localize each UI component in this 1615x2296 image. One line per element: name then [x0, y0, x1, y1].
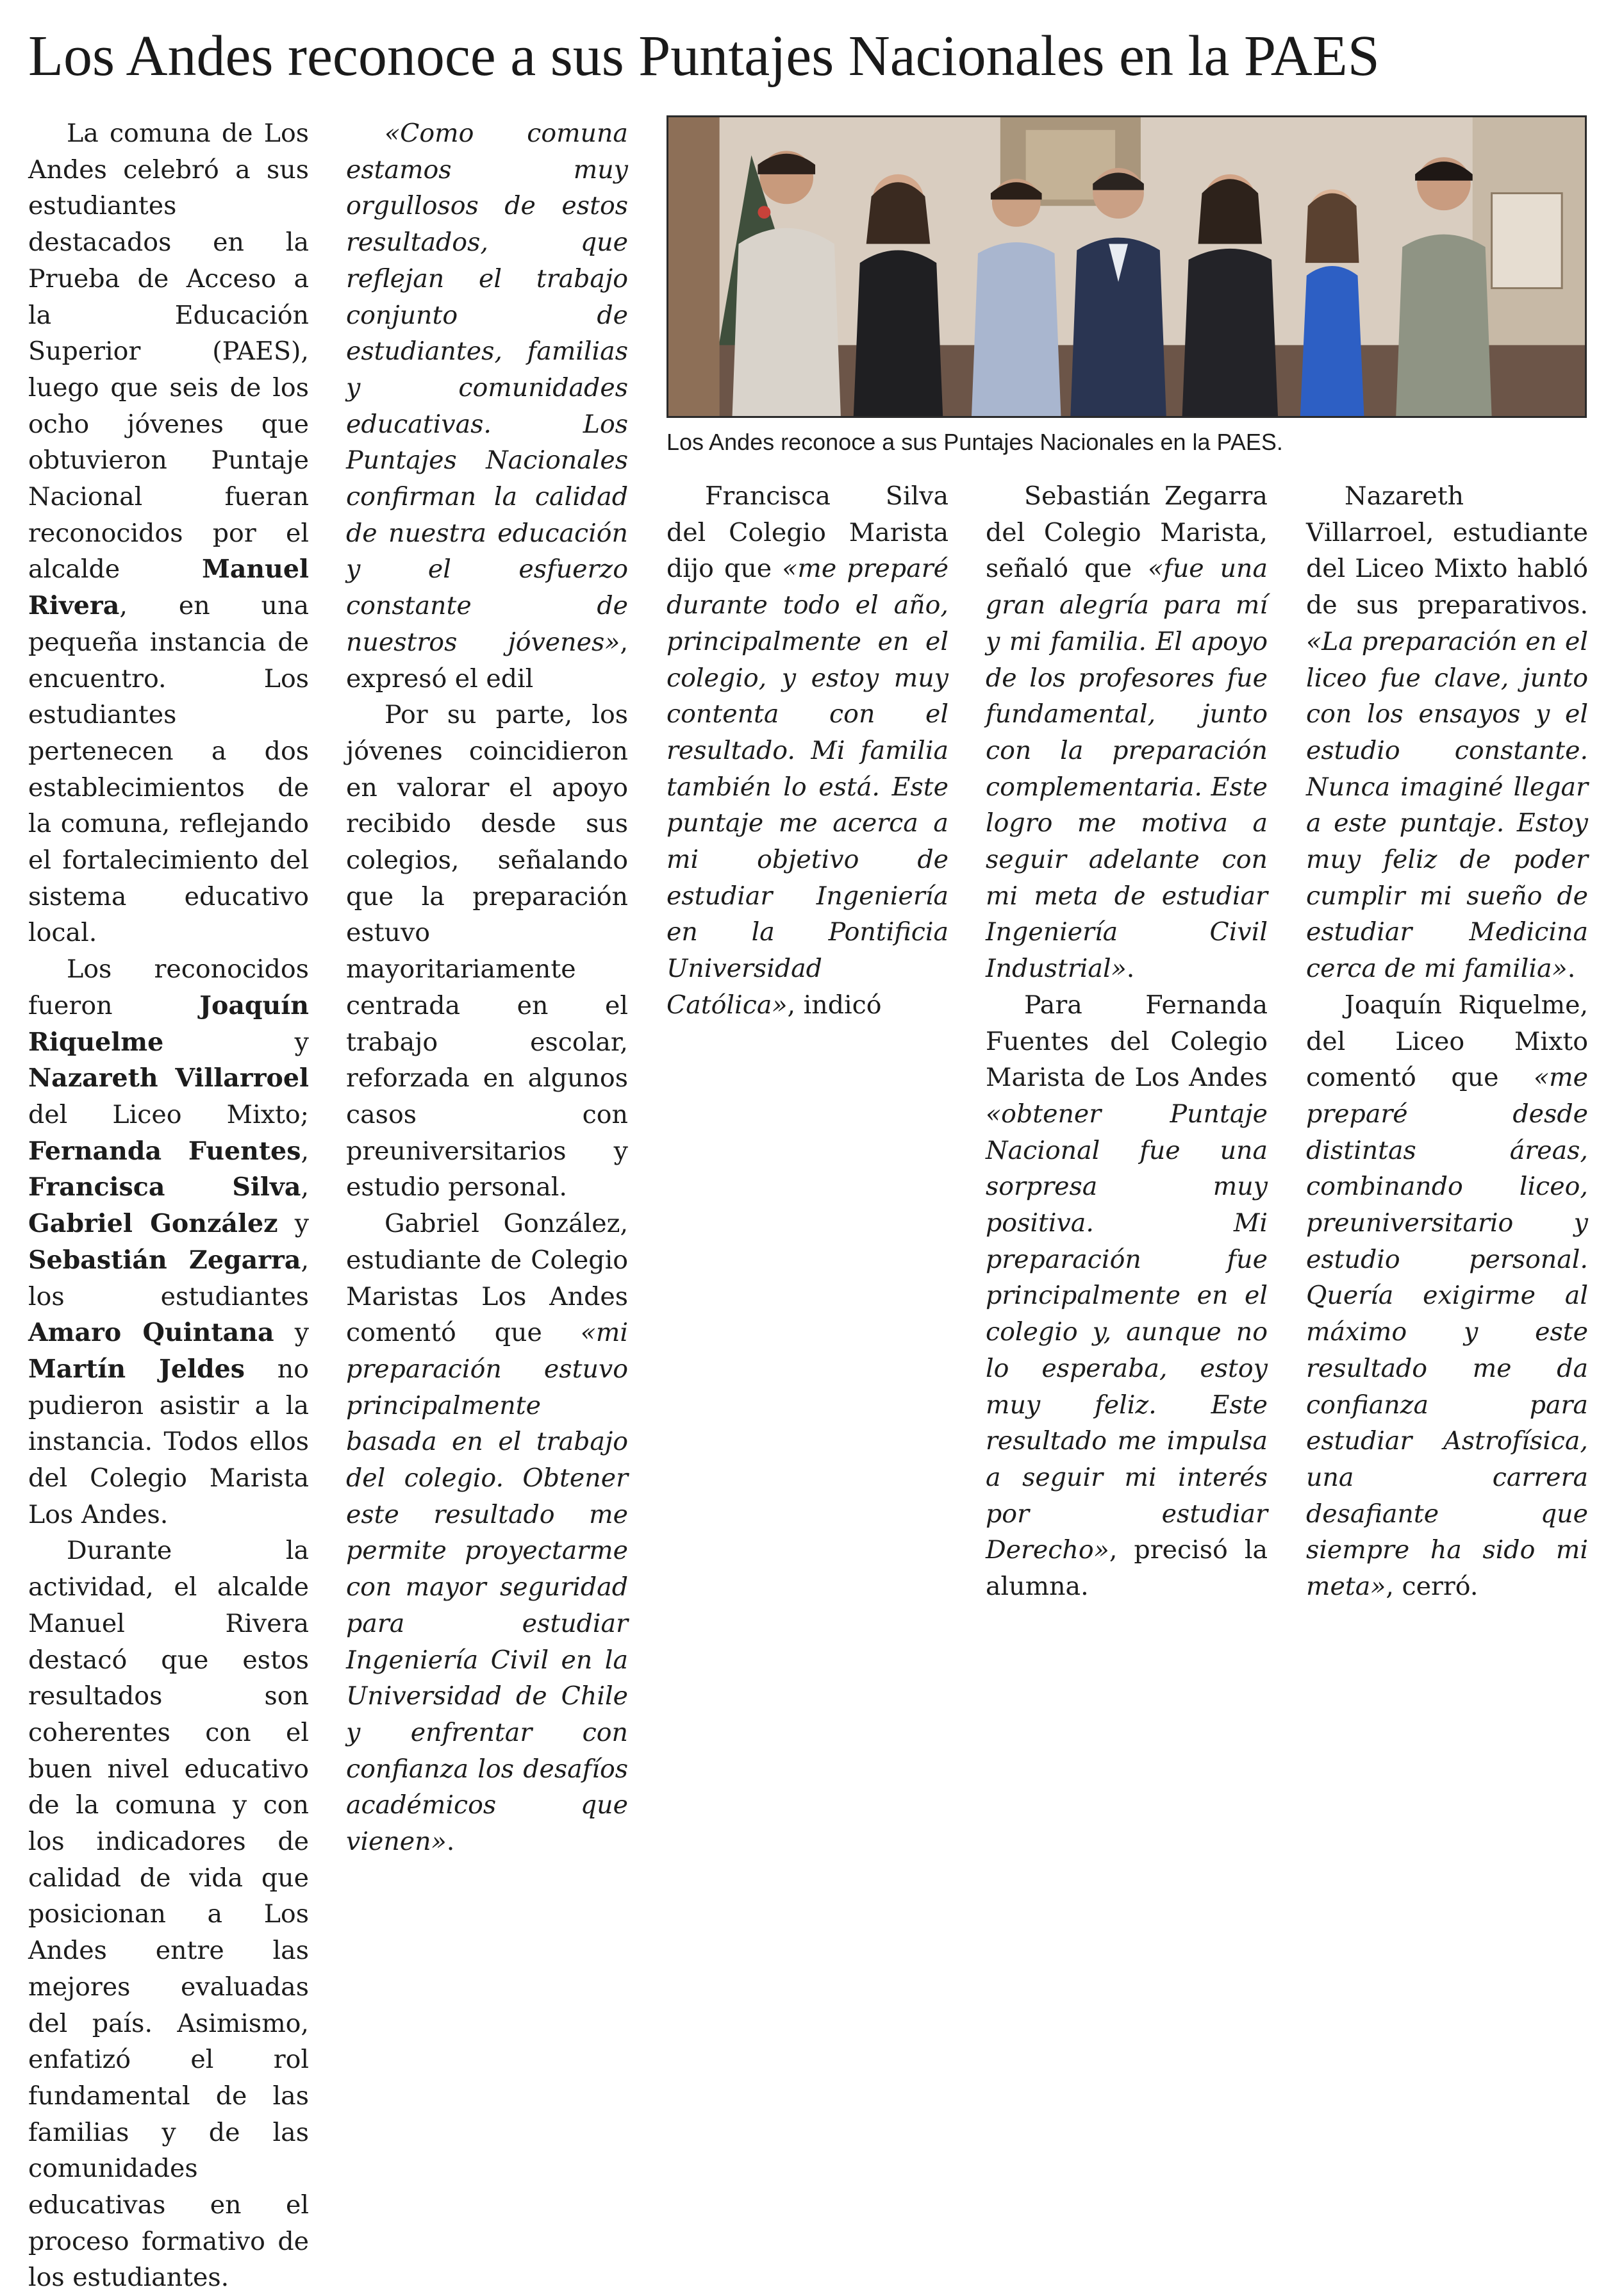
paragraph-mayor: Durante la actividad, el alcalde Manuel Rivera destacó que estos resultados son coherentes con el buen nivel educativo de la comuna y con los indicadores de calidad de vida que posicionan a Los Andes entre las mejores evaluadas del país. Asimismo, enfatizó el rol fundamental de las familias y de las comunidades educativas en el proceso formativo de los estudiantes.: [28, 1536, 309, 2293]
column-5: [1306, 478, 1588, 1605]
paragraph-gabriel: Gabriel González, estudiante de Colegio Maristas Los Andes comentó que «mi preparación estuvo principalmente basada en el trabajo del colegio. Obtener este resultado me permite proyectarme con mayor seguridad para estudiar Ingeniería Civil en la Universidad de Chile y enfrentar con confianza los desafíos académicos que vienen».: [346, 1209, 628, 1857]
column-1: [28, 115, 309, 2296]
paragraph-francisca: Francisca Silva del Colegio Marista dijo que «me preparé durante todo el año, principalmente en el colegio, y estoy muy contenta con el resultado. Mi familia también lo está. Este puntaje me acerca a mi objetivo de estudiar Ingeniería en la Pontificia Universidad Católica», indicó: [667, 481, 948, 1020]
paragraph-fernanda: Para Fernanda Fuentes del Colegio Marista de Los Andes «obtener Puntaje Nacional fue una sorpresa muy positiva. Mi preparación fue principalmente en el colegio y, aunque no lo esperaba, estoy muy feliz. Este resultado me impulsa a seguir mi interés por estudiar Derecho», precisó la alumna.: [986, 990, 1268, 1602]
paragraph-honorees: Los reconocidos fueron Joaquín Riquelme y Nazareth Villarroel del Liceo Mixto; Fernanda Fuentes, Francisca Silva, Gabriel González y Sebastián Zegarra, los estudiantes Amaro Quintana y Martín Jeldes no pudieron asistir a la instancia. Todos ellos del Colegio Marista Los Andes.: [28, 954, 310, 1529]
paragraph-joaquin: Joaquín Riquelme, del Liceo Mixto comentó que «me preparé desde distintas áreas, combinando liceo, preuniversitario y estudio personal. Quería exigirme al máximo y este resultado me da confianza para estudiar Astrofísica, una carrera desafiante que siempre ha sido mi meta», cerró.: [1306, 990, 1588, 1602]
paragraph-mayor-quote: «Como comuna estamos muy orgullosos de estos resultados, que reflejan el trabajo conjunto de estudiantes, familias y comunidades educativas. Los Puntajes Nacionales confirman la calidad de nuestra educación y el esfuerzo constante de nuestros jóvenes», expresó el edil: [346, 119, 628, 694]
photo-caption: Los Andes reconoce a sus Puntajes Nacionales en la PAES.: [667, 429, 1283, 455]
paragraph-nazareth: Nazareth Villarroel, estudiante del Liceo Mixto habló de sus preparativos. «La preparación en el liceo fue clave, junto con los ensayos y el estudio constante. Nunca imaginé llegar a este puntaje. Estoy muy feliz de poder cumplir mi sueño de estudiar Medicina cerca de mi familia».: [1306, 481, 1588, 984]
column-2: [346, 115, 628, 1860]
column-3: [667, 478, 948, 1024]
paragraph-intro: La comuna de Los Andes celebró a sus estudiantes destacados en la Prueba de Acceso a la Educación Superior (PAES), luego que seis de los ocho jóvenes que obtuvieron Puntaje Nacional fueran reconocidos por el alcalde Manuel Rivera, en una pequeña instancia de encuentro. Los estudiantes pertenecen a dos establecimientos de la comuna, reflejando el fortalecimiento del sistema educativo local.: [28, 119, 309, 948]
group-photo: [667, 115, 1587, 418]
paragraph-sebastian: Sebastián Zegarra del Colegio Marista, señaló que «fue una gran alegría para mí y mi familia. El apoyo de los profesores fue fundamental, junto con la preparación complementaria. Este logro me motiva a seguir adelante con mi meta de estudiar Ingeniería Civil Industrial».: [986, 481, 1268, 984]
paragraph-students: Por su parte, los jóvenes coincidieron en valorar el apoyo recibido desde sus colegios, señalando que la preparación estuvo mayoritariamente centrada en el trabajo escolar, reforzada en algunos casos con preuniversitarios y estudio personal.: [346, 700, 628, 1202]
headline: Los Andes reconoce a sus Puntajes Nacionales en la PAES: [28, 24, 1380, 88]
person-6: [1300, 190, 1364, 416]
column-4: [986, 478, 1268, 1605]
